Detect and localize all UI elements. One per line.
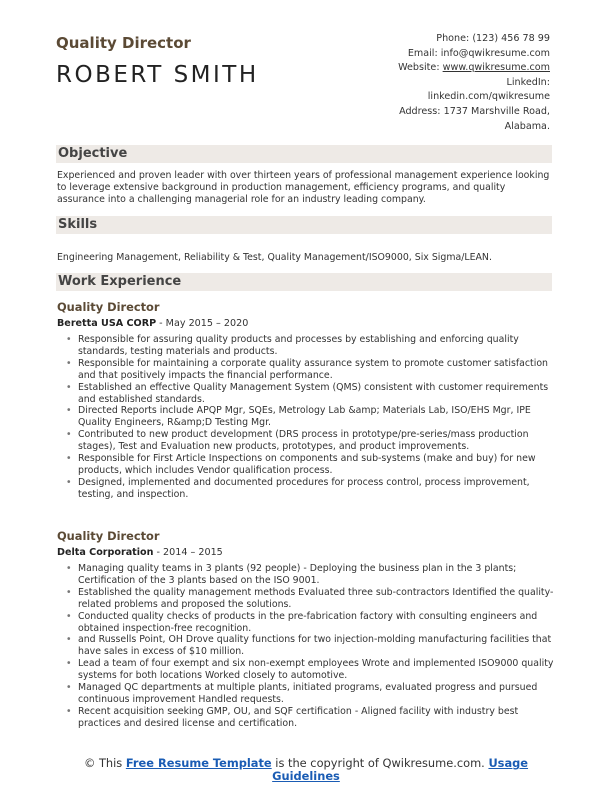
footer-prefix: © This: [83, 756, 126, 770]
footer: [56, 757, 556, 783]
contact-linkedin-label: LinkedIn:: [506, 76, 550, 88]
work-section-header: [56, 273, 552, 291]
list-item: • Directed Reports include APQP Mgr, SQEs, Metrology Lab &amp; Materials Lab, ISO/EHS Mgr, IPE Quality Engineers, R&amp;D Testing Mgr.: [66, 405, 554, 429]
contact-address: Address: 1737 Marshville Road,: [399, 105, 550, 117]
list-item: • Responsible for First Article Inspections on components and sub-systems (make and buy) for new products, which includes Vendor qualification process.: [66, 453, 554, 477]
list-item: • Conducted quality checks of products in the pre-fabrication factory with consulting engineers and obtained inspection-free recognition.: [66, 611, 554, 635]
skills-heading: Skills: [58, 217, 98, 232]
list-item: • Established the quality management methods Evaluated three sub-contractors Identified the quality-related problems and proposed the solutions.: [66, 587, 554, 611]
list-item: • and Russells Point, OH Drove quality functions for two injection-molding manufacturing facilities that have sales in excess of $10 million.: [66, 634, 554, 658]
free-resume-template-link[interactable]: Free Resume Template: [125, 756, 272, 770]
work-heading: Work Experience: [58, 274, 182, 289]
job-1-title: Quality Director: [57, 300, 160, 314]
job-2-dates: - 2014 – 2015: [153, 547, 223, 558]
skills-text: Engineering Management, Reliability & Test, Quality Management/ISO9000, Six Sigma/LEAN.: [57, 252, 492, 263]
list-item: • Managing quality teams in 3 plants (92 people) - Deploying the business plan in the 3 plants; Certification of the 3 plants based on the ISO 9001.: [66, 563, 554, 587]
job-1-bullets: [66, 334, 554, 501]
website-link[interactable]: www.qwikresume.com: [442, 62, 550, 74]
objective-heading: Objective: [58, 146, 128, 161]
job-2-bullets: [66, 563, 554, 730]
objective-text: Experienced and proven leader with over thirteen years of professional management experience looking to leverage extensive background in production management, efficiency programs, and quality assurance into a challenging managerial role for an industry leading company.: [57, 170, 550, 206]
contact-email: Email: info@qwikresume.com: [407, 47, 550, 59]
usage-guidelines-link[interactable]: Usage Guidelines: [272, 756, 529, 783]
list-item: • Responsible for assuring quality products and processes by establishing and enforcing quality standards, testing materials and products.: [66, 334, 554, 358]
contact-address-line2: Alabama.: [504, 120, 550, 132]
list-item: • Managed QC departments at multiple plants, initiated programs, evaluated progress and pursued continuous improvement Handled requests.: [66, 682, 554, 706]
contact-linkedin: linkedin.com/qwikresume: [427, 91, 550, 103]
contact-website: Website: www.qwikresume.com: [398, 62, 550, 74]
job-2-company-line: [57, 547, 223, 558]
header-job-title: Quality Director: [56, 34, 191, 52]
job-1-company: Beretta USA CORP: [57, 318, 157, 329]
job-1-company-line: [57, 318, 248, 329]
candidate-name: ROBERT SMITH: [56, 62, 259, 88]
list-item: • Designed, implemented and documented procedures for process control, process improvement, testing, and inspection.: [66, 477, 554, 501]
job-2-company: Delta Corporation: [57, 547, 154, 558]
list-item: • Recent acquisition seeking GMP, OU, and SQF certification - Aligned facility with industry best practices and desired license and certification.: [66, 706, 554, 730]
list-item: • Lead a team of four exempt and six non-exempt employees Wrote and implemented ISO9000 quality systems for both locations Worked closely to automotive.: [66, 658, 554, 682]
list-item: • Established an effective Quality Management System (QMS) consistent with customer requirements and established standards.: [66, 382, 554, 406]
job-2-title: Quality Director: [57, 529, 160, 543]
footer-middle: is the copyright of Qwikresume.com.: [271, 756, 489, 770]
skills-section-header: [56, 216, 552, 234]
list-item: • Contributed to new product development (DRS process in prototype/pre-series/mass production stages), Test and Evaluation new products, prototypes, and product improvements.: [66, 429, 554, 453]
job-1-dates: - May 2015 – 2020: [156, 318, 249, 329]
contact-block: [320, 32, 550, 134]
list-item: • Responsible for maintaining a corporate quality assurance system to promote customer satisfaction and that positively impacts the financial performance.: [66, 358, 554, 382]
contact-phone: Phone: (123) 456 78 99: [436, 33, 550, 44]
objective-section-header: [56, 145, 552, 163]
